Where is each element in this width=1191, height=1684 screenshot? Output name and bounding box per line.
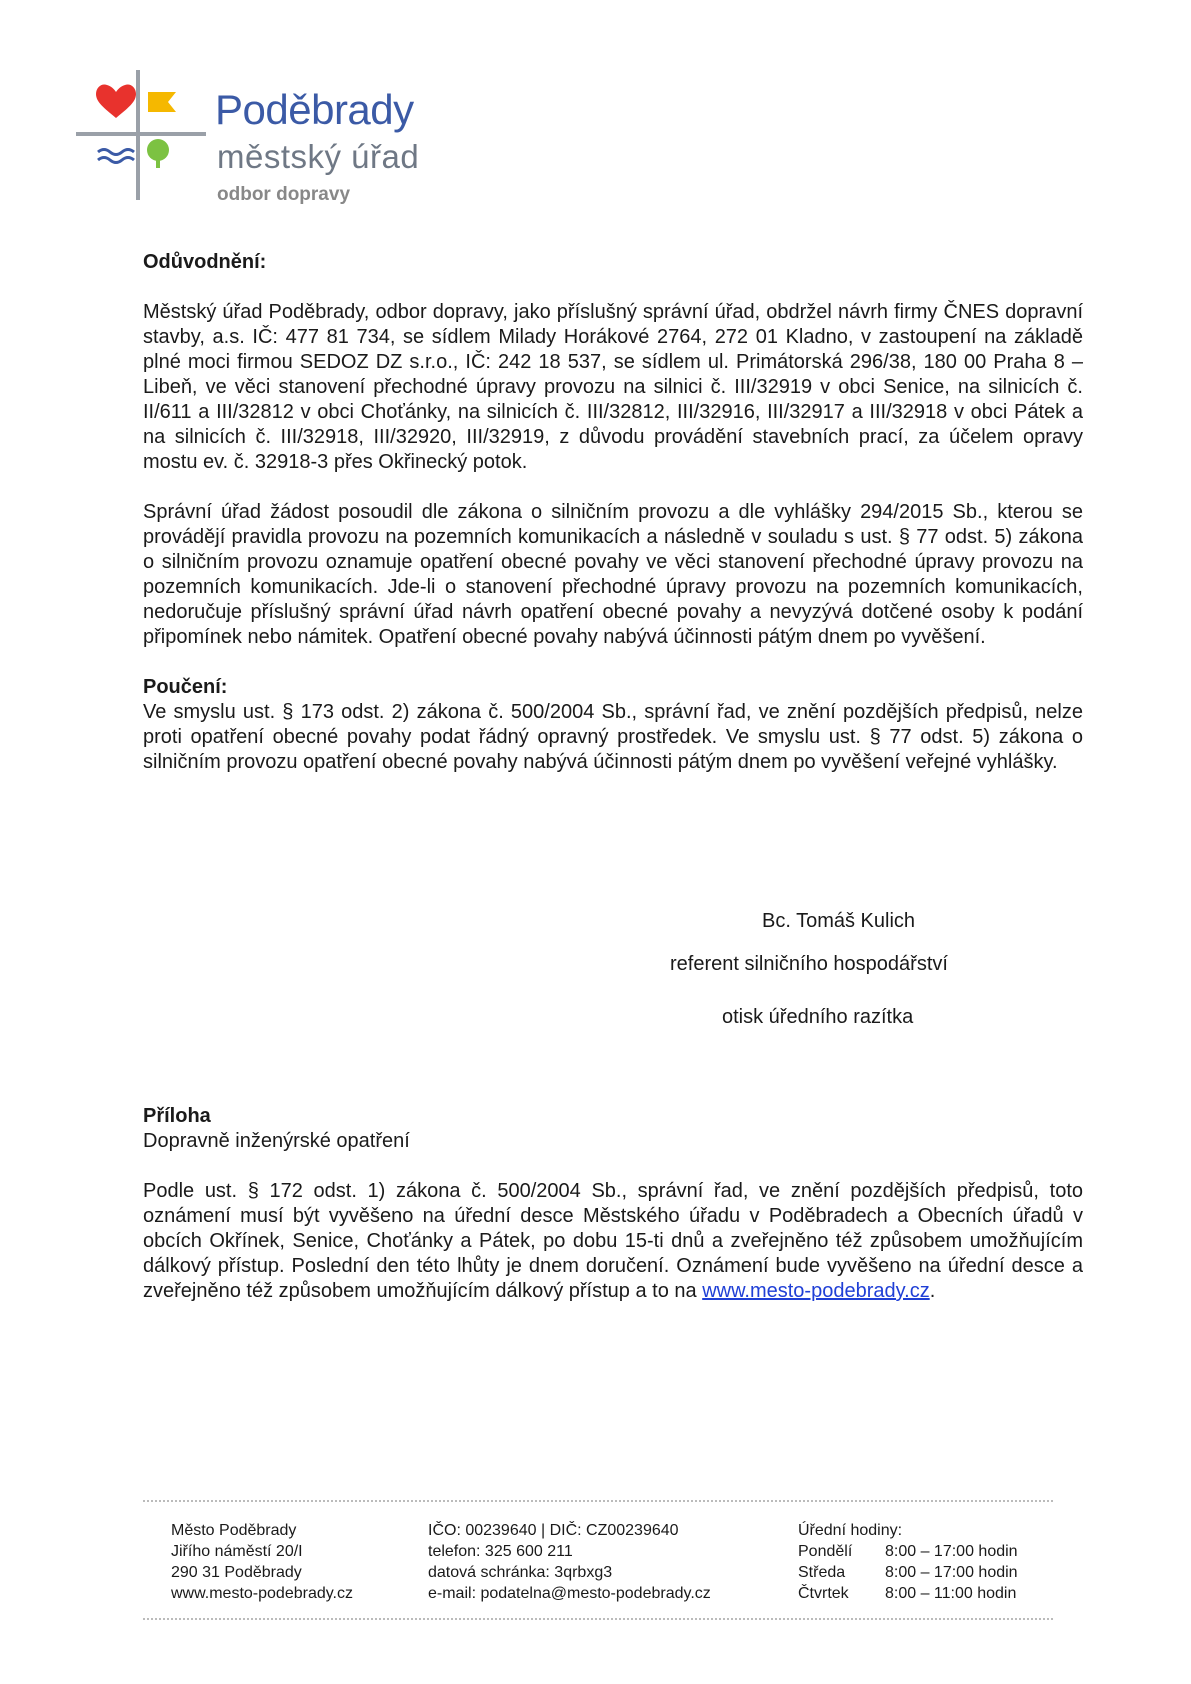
footer-databox: datová schránka: 3qrbxg3 [428, 1564, 613, 1581]
annex-item: Dopravně inženýrské opatření [143, 1130, 410, 1152]
logo-city-name: Poděbrady [215, 86, 414, 133]
footer-office-hours [798, 1520, 1018, 1604]
tree-icon [147, 139, 169, 161]
hours-time: 8:00 – 17:00 hodin [885, 1543, 1018, 1560]
annex-text [143, 1179, 1083, 1304]
hours-day: Středa [798, 1564, 846, 1581]
instruction-text: Ve smyslu ust. § 173 odst. 2) zákona č. 500/2004 Sb., správní řad, ve znění pozdějších předpisů, nelze proti opatření obecné povahy podat řádný opravný prostředek. Ve smyslu ust. § 77 odst. 5) zákona o silničním provozu opatření obecné povahy nabývá účinnosti pátým dnem po vyvěšení veřejné vyhlášky. [143, 701, 1083, 773]
signatory-role: referent silničního hospodářství [670, 953, 948, 975]
logo-subtitle: městský úřad [217, 138, 420, 175]
annex-text-body: Podle ust. § 172 odst. 1) zákona č. 500/2004 Sb., správní řad, ve znění pozdějších předpisů, toto oznámení musí být vyvěšeno na úřední desce Městského úřadu v Poděbradech a Obecních úřadů v obcích Okřínek, Senice, Choťánky a Pátek, po dobu 15-ti dnů a zveřejněno též způsobem umožňujícím dálkový přístup. Poslední den této lhůty je dnem doručení. Oznámení bude vyvěšeno na úřední desce a zveřejněno též způsobem umožňujícím dálkový přístup a to na [143, 1180, 1083, 1302]
reasoning-paragraph-2: Správní úřad žádost posoudil dle zákona o silničním provozu a dle vyhlášky 294/2015 Sb., kterou se provádějí pravidla provozu na pozemních komunikacích a následně v souladu s ust. § 77 odst. 5) zákona o silničním provozu oznamuje opatření obecné povahy ve věci stanovení přechodné úpravy provozu na pozemních komunikacích. Jde-li o stanovení přechodné úpravy provozu na pozemních komunikacích, nedoručuje příslušný správní úřad návrh opatření obecné povahy a nevyzývá dotčené osoby k podání připomínek nebo námitek. Opatření obecné povahy nabývá účinnosti pátým dnem po vyvěšení. [143, 501, 1083, 648]
footer-email[interactable]: e-mail: podatelna@mesto-podebrady.cz [428, 1585, 711, 1602]
hours-time: 8:00 – 11:00 hodin [885, 1585, 1017, 1602]
footer-website[interactable]: www.mesto-podebrady.cz [171, 1585, 353, 1602]
annex-text-end: . [929, 1280, 936, 1302]
footer-address-line: 290 31 Poděbrady [171, 1564, 302, 1581]
footer-contact [428, 1520, 711, 1604]
instruction-heading: Poučení: [143, 676, 228, 698]
stamp-placeholder: otisk úředního razítka [722, 1006, 914, 1028]
reasoning-paragraph-1: Městský úřad Poděbrady, odbor dopravy, jako příslušný správní úřad, obdržel návrh firmy ČNES dopravní stavby, a.s. IČ: 477 81 734, se sídlem Milady Horákové 2764, 272 01 Kladno, v zastoupení na základě plné moci firmou SEDOZ DZ s.r.o., IČ: 242 18 537, se sídlem ul. Primátorská 296/38, 180 00 Praha 8 – Libeň, ve věci stanovení přechodné úpravy provozu na silnici č. III/32919 v obci Senice, na silnicích č. II/611 a III/32812 v obci Choťánky, na silnicích č. III/32812, III/32916, III/32917 a III/32918 v obci Pátek a na silnicích č. III/32918, III/32920, III/32919, z důvodu provádění stavebních prací, za účelem opravy mostu ev. č. 32918-3 přes Okřinecký potok. [143, 301, 1083, 473]
reasoning-heading: Odůvodnění: [143, 251, 267, 273]
footer-phone: telefon: 325 600 211 [428, 1543, 573, 1560]
hours-day: Pondělí [798, 1543, 853, 1560]
annex-section [143, 1104, 1083, 1304]
footer-divider-bottom [143, 1618, 1053, 1620]
hours-row [798, 1541, 1018, 1562]
hours-row [798, 1583, 1018, 1604]
signatory-name: Bc. Tomáš Kulich [762, 910, 916, 932]
waves-icon [98, 150, 134, 163]
footer-address-line: Jiřího náměstí 20/I [171, 1543, 303, 1560]
footer-address-line: Město Poděbrady [171, 1522, 297, 1539]
hours-time: 8:00 – 17:00 hodin [885, 1564, 1018, 1581]
website-link[interactable]: www.mesto-podebrady.cz [702, 1280, 930, 1302]
footer-divider-top [143, 1500, 1053, 1502]
annex-heading: Příloha [143, 1105, 211, 1127]
footer-address [171, 1520, 353, 1604]
hours-title: Úřední hodiny: [798, 1522, 903, 1539]
hours-row [798, 1562, 1018, 1583]
flag-icon [148, 92, 176, 112]
department-name: odbor dopravy [217, 184, 351, 205]
hours-day: Čtvrtek [798, 1585, 849, 1602]
footer-ids: IČO: 00239640 | DIČ: CZ00239640 [428, 1522, 679, 1539]
heart-icon [96, 84, 136, 118]
document-body [143, 250, 1083, 775]
